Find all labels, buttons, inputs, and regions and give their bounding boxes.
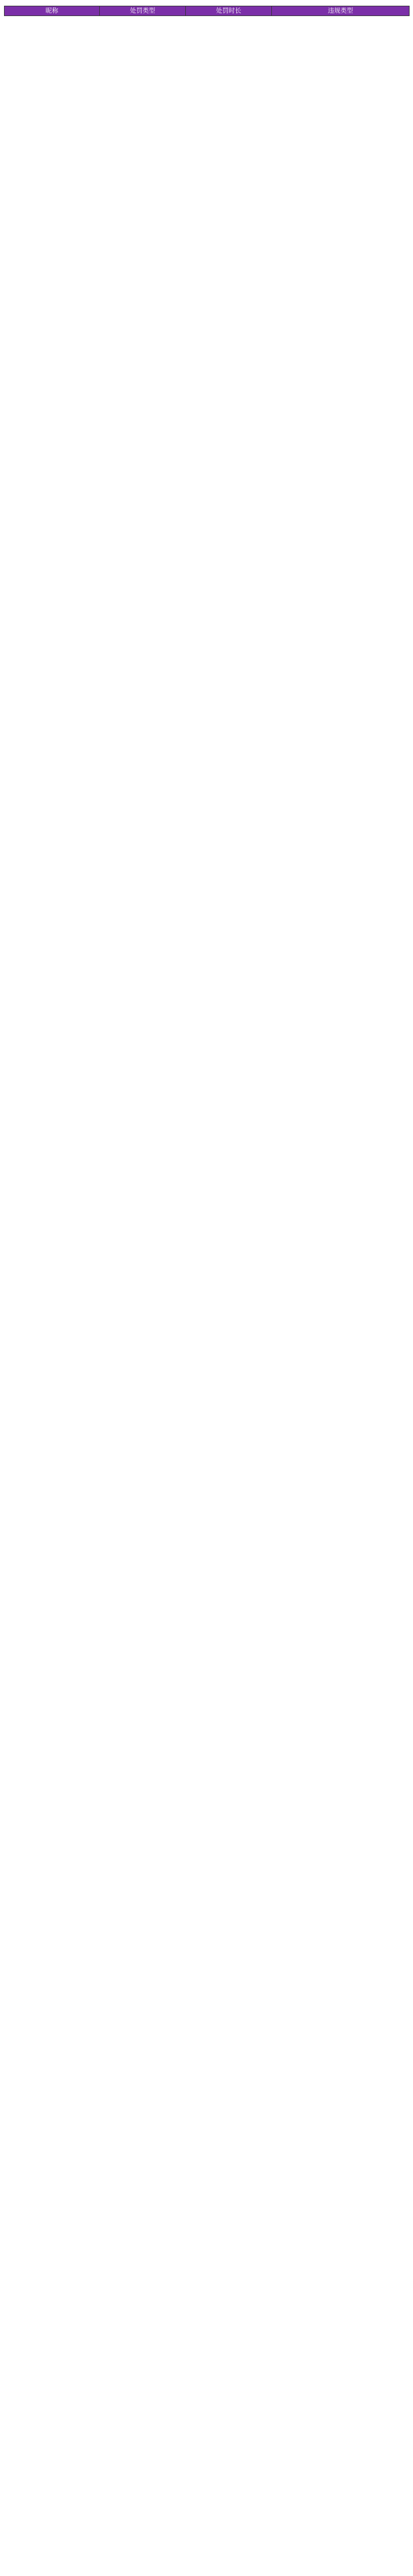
header-row (5, 6, 410, 16)
column-header-violation-type: 违规类型 (272, 6, 410, 16)
column-header-punishment-duration: 处罚时长 (186, 6, 272, 16)
punishment-table (4, 6, 410, 16)
table-header (5, 6, 410, 16)
column-header-nickname: 昵称 (5, 6, 100, 16)
punishment-table-wrap (4, 6, 409, 16)
column-header-punishment-type: 处罚类型 (100, 6, 186, 16)
